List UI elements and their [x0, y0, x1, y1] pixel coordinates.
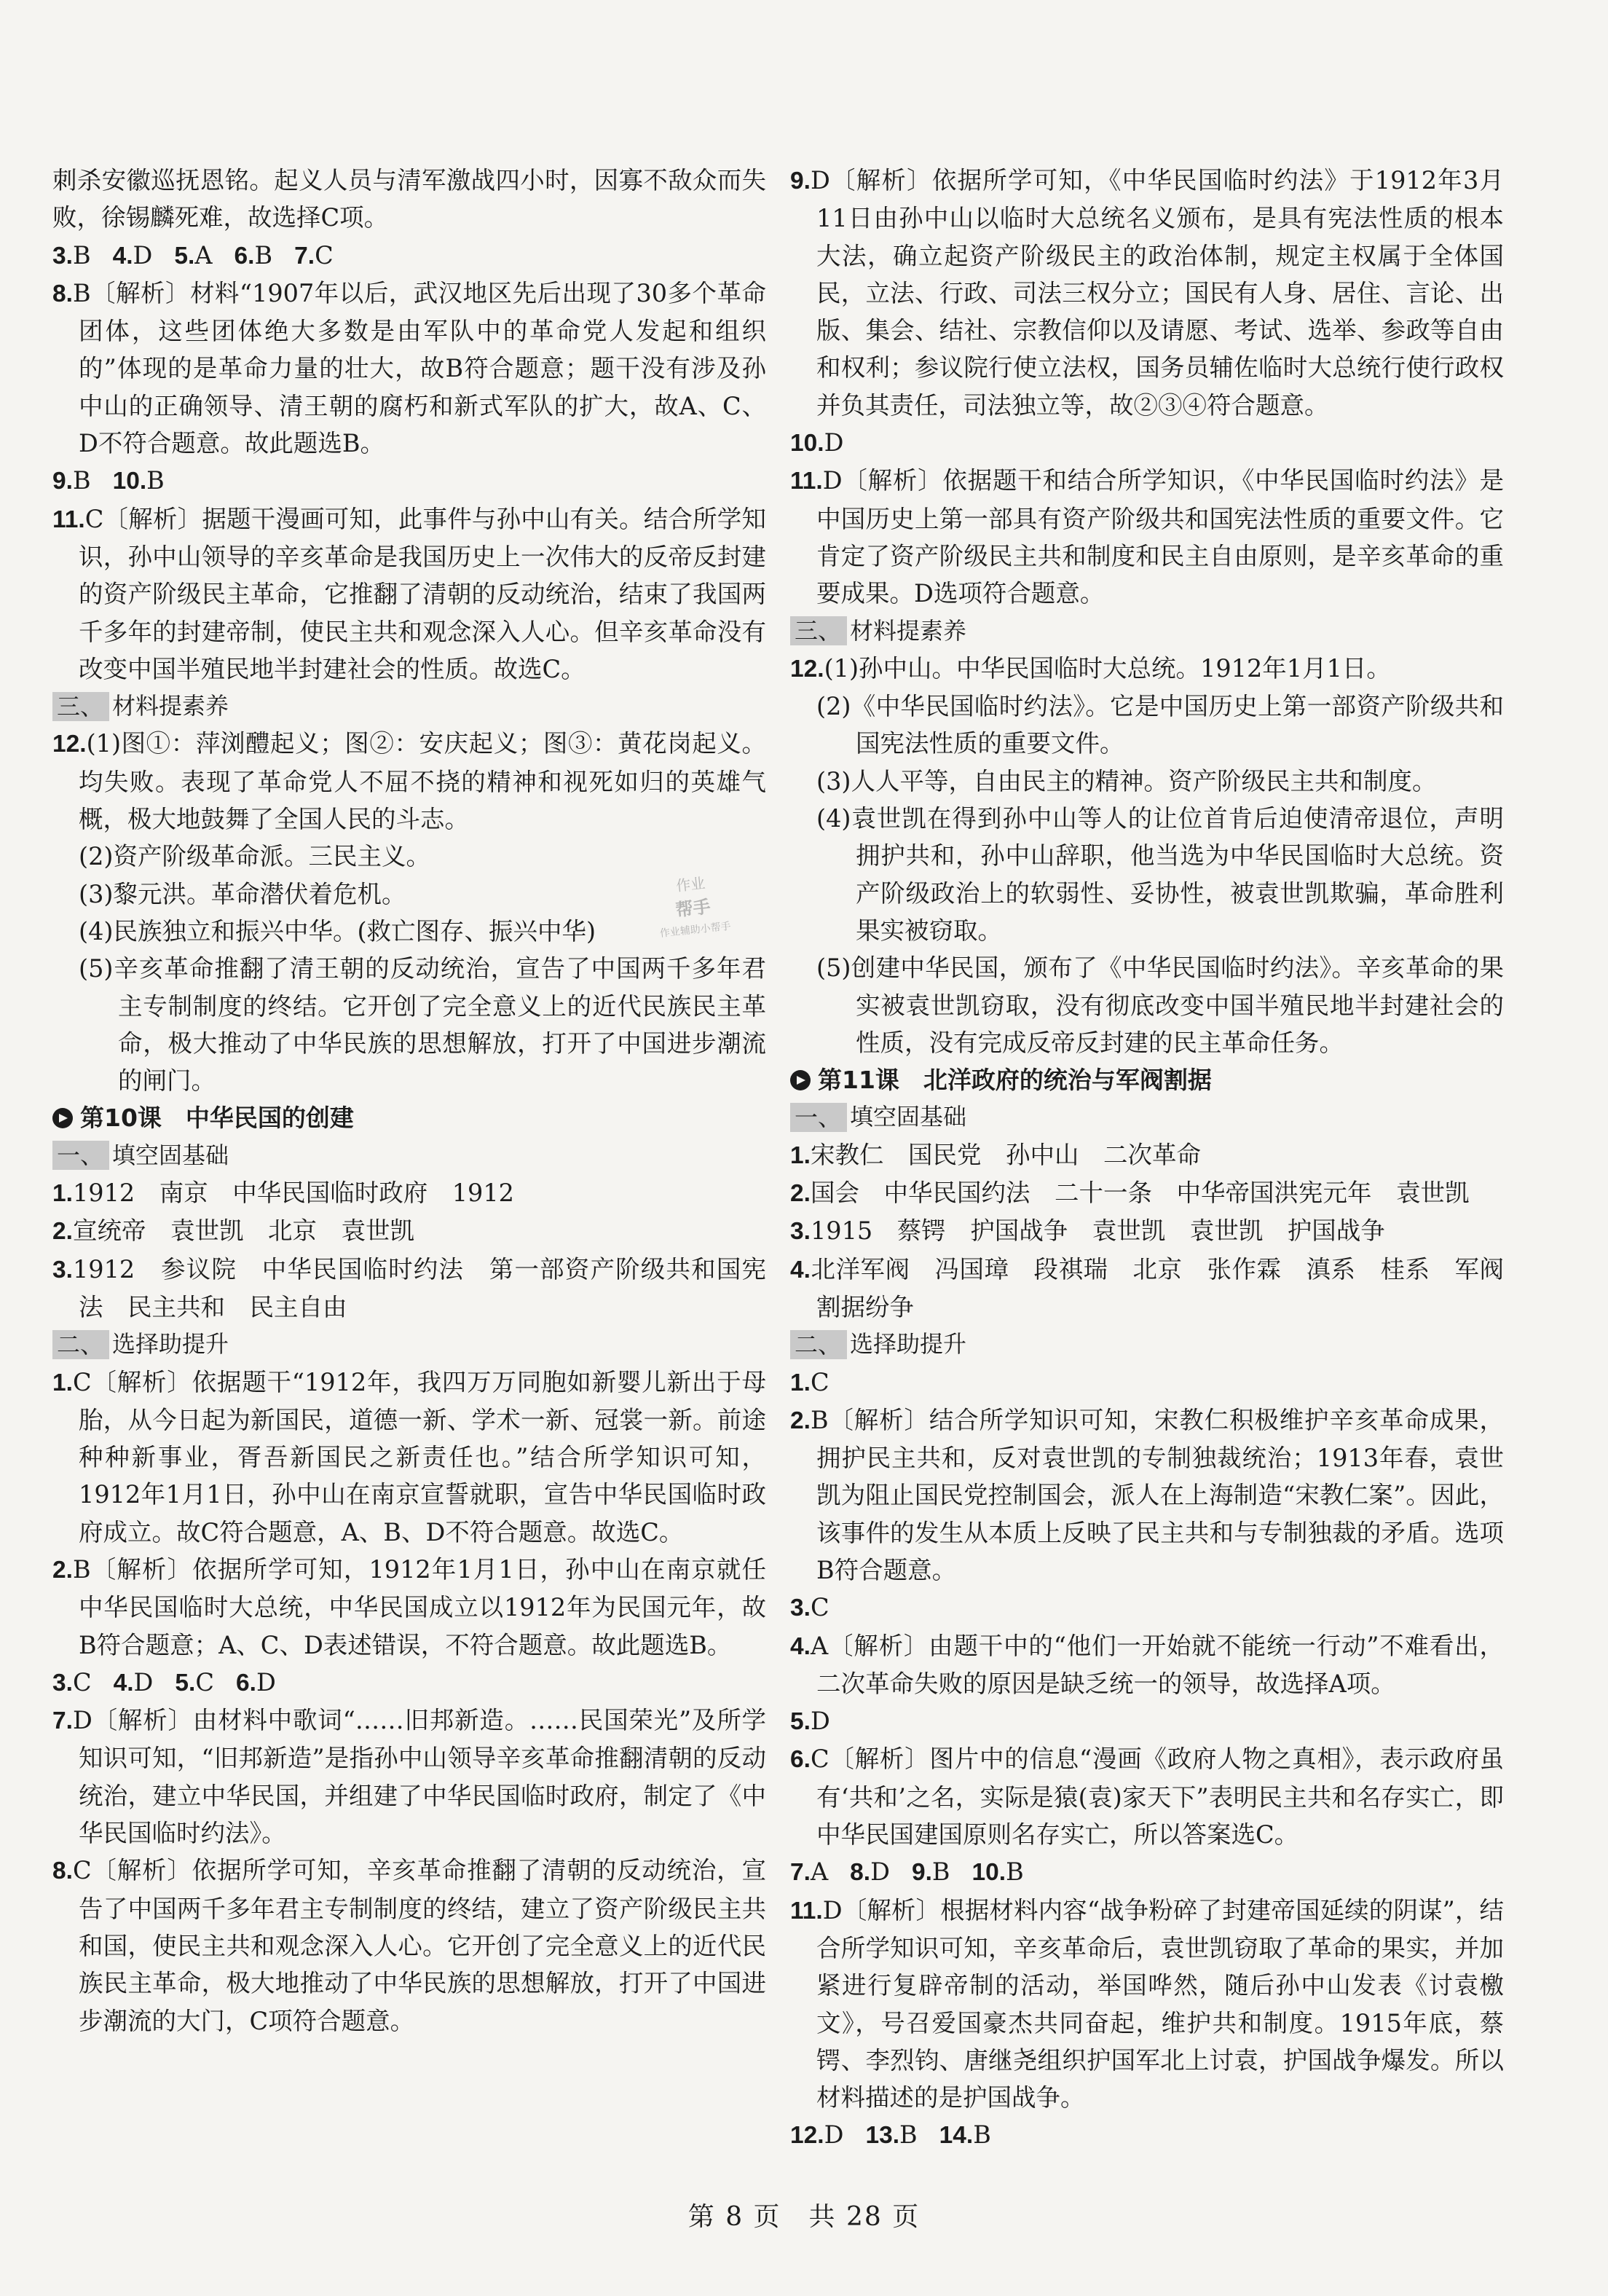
answer-row: [52, 237, 766, 275]
question-number: 2.: [790, 1407, 811, 1434]
answer-row: [790, 1589, 1504, 1627]
sub-answer: [790, 800, 1504, 949]
question-item: [790, 1251, 1504, 1326]
answer-letter: A: [194, 240, 213, 270]
question-number: 7.: [294, 242, 315, 270]
question-item: [52, 1852, 766, 2039]
question-item: [52, 500, 766, 688]
answer-text: 北洋军阀 冯国璋 段祺瑞 北京 张作霖 滇系 桂系 军阀割据纷争: [810, 1254, 1504, 1321]
question-number: 1.: [52, 1369, 73, 1396]
question-number: 8.: [52, 1857, 73, 1885]
answer-text: (4)民族独立和振兴中华。(救亡图存、振兴中华): [79, 916, 596, 945]
answer-text: 宣统帝 袁世凯 北京 袁世凯: [72, 1216, 414, 1246]
answer-text: C〔解析〕据题干漫画可知，此事件与孙中山有关。结合所学知识，孙中山领导的辛亥革命是我国历史上一次伟大的反帝反封建的资产阶级民主革命，它推翻了清朝的反动统治，结束了我国两千多年的封建帝制，使民主共和观念深入人心。但辛亥革命没有改变中国半殖民地半封建社会的性质。故选C。: [79, 504, 766, 683]
answer-row: [52, 462, 766, 500]
question-number: 6.: [234, 242, 255, 270]
section-number: 二、: [790, 1330, 847, 1359]
question-item: [52, 1364, 766, 1551]
question-number: 2.: [790, 1180, 811, 1208]
question-number: 1.: [790, 1369, 811, 1396]
section-title: 填空固基础: [850, 1103, 967, 1131]
question-number: 4.: [790, 1632, 811, 1660]
answer-row: [790, 1364, 1504, 1401]
section-heading: [52, 688, 766, 725]
answer-letter: D: [256, 1667, 276, 1697]
question-item: [52, 275, 766, 462]
question-number: 11.: [790, 1897, 823, 1925]
answer-text: D〔解析〕由材料中歌词“……旧邦新造。……民国荣光”及所学知识可知，“旧邦新造”是指孙中山领导辛亥革命推翻清朝的反动统治，建立中华民国，并组建了中华民国临时政府，制定了《中华民国临时约法》。: [72, 1706, 766, 1848]
section-heading: [52, 1326, 766, 1363]
stamp-line-1: 作业: [675, 874, 706, 895]
question-number: 5.: [790, 1708, 811, 1736]
section-heading: [790, 1326, 1504, 1363]
answer-text: (2)资产阶级革命派。三民主义。: [79, 842, 430, 871]
question-number: 7.: [790, 1859, 811, 1887]
lesson-heading: [790, 1061, 1504, 1098]
answer-letter: B: [72, 240, 91, 270]
question-number: 8.: [850, 1859, 871, 1887]
answer-row: [790, 424, 1504, 462]
answer-letter: C: [315, 240, 334, 270]
question-number: 2.: [52, 1556, 73, 1584]
question-item: [790, 650, 1504, 688]
section-title: 材料提素养: [112, 692, 229, 720]
answer-letter: D: [133, 1667, 154, 1697]
answer-letter: C: [810, 1593, 829, 1622]
question-number: 12.: [790, 2122, 824, 2150]
section-heading: [52, 1137, 766, 1174]
answer-text: (3)黎元洪。革命潜伏着危机。: [79, 879, 406, 908]
question-number: 12.: [52, 731, 87, 758]
question-item: [790, 162, 1504, 424]
question-item: [790, 1174, 1504, 1212]
question-number: 12.: [790, 655, 824, 683]
question-number: 9.: [911, 1859, 932, 1887]
question-number: 3.: [52, 242, 73, 270]
answer-text: 宋教仁 国民党 孙中山 二次革命: [810, 1140, 1201, 1169]
answer-text: C〔解析〕依据题干“1912年，我四万万同胞如新婴儿新出于母胎，从今日起为新国民，道德一新、学术一新、冠裳一新。前途种种新事业，胥吾新国民之新责任也。”结合所学知识可知，1912年1月1日，孙中山在南京宣誓就职，宣告中华民国临时政府成立。故C符合题意，A、B、D不符合题意。故选C。: [72, 1367, 766, 1546]
answer-text: 1912 南京 中华民国临时政府 1912: [72, 1179, 514, 1208]
left-column: [52, 162, 766, 2040]
answer-text: (3)人人平等，自由民主的精神。资产阶级民主共和制度。: [816, 766, 1437, 795]
play-bullet-icon: [52, 1108, 73, 1128]
question-number: 3.: [52, 1256, 73, 1283]
question-number: 4.: [113, 1669, 134, 1697]
question-item: [790, 462, 1504, 612]
question-number: 10.: [972, 1859, 1006, 1887]
question-number: 3.: [790, 1218, 811, 1246]
answer-text: (1)图①：萍浏醴起义；图②：安庆起义；图③：黄花岗起义。均失败。表现了革命党人不屈不挠的精神和视死如归的英雄气概，极大地鼓舞了全国人民的斗志。: [79, 729, 766, 834]
question-number: 8.: [52, 280, 73, 307]
question-number: 10.: [790, 430, 824, 457]
question-item: [52, 1212, 766, 1250]
answer-letter: B: [146, 466, 165, 495]
answer-text: D〔解析〕根据材料内容“战争粉碎了封建帝国延续的阴谋”，结合所学知识可知，辛亥革命后，袁世凯窃取了革命的果实，并加紧进行复辟帝制的活动，举国哗然，随后孙中山发表《讨袁檄文》，号召爱国豪杰共同奋起，维护共和制度。1915年底，蔡锷、李烈钧、唐继尧组织护国军北上讨袁，护国战争爆发。所以材料描述的是护国战争。: [816, 1895, 1504, 2112]
section-number: 一、: [52, 1141, 109, 1170]
answer-text: C〔解析〕依据所学可知，辛亥革命推翻了清朝的反动统治，宣告了中国两千多年君主专制制度的终结，建立了资产阶级民主共和国，使民主共和观念深入人心。它开创了完全意义上的近代民族民主革命，极大地推动了中华民族的思想解放，打开了中国进步潮流的大门，C项符合题意。: [72, 1856, 766, 2035]
question-number: 5.: [174, 242, 195, 270]
answer-letter: C: [72, 1667, 92, 1697]
section-number: 一、: [790, 1103, 847, 1132]
question-item: [52, 725, 766, 838]
answer-text: A〔解析〕由题干中的“他们一开始就不能统一行动”不难看出，二次革命失败的原因是缺乏统一的领导，故选择A项。: [810, 1631, 1504, 1698]
question-number: 3.: [790, 1595, 811, 1622]
answer-text: (2)《中华民国临时约法》。它是中国历史上第一部资产阶级共和国宪法性质的重要文件。: [816, 692, 1504, 758]
section-title: 选择助提升: [112, 1330, 229, 1359]
lesson-title: 第10课 中华民国的创建: [80, 1104, 354, 1133]
question-number: 5.: [175, 1669, 196, 1697]
answer-text: D〔解析〕依据所学可知，《中华民国临时约法》于1912年3月11日由孙中山以临时大总统名义颁布，是具有宪法性质的根本大法，确立起资产阶级民主的政治体制，规定主权属于全体国民，立法、行政、司法三权分立；国民有人身、居住、言论、出版、集会、结社、宗教信仰以及请愿、考试、选举、参政等自由和权利；参议院行使立法权，国务员辅佐临时大总统行使行政权并负其责任，司法独立等，故②③④符合题意。: [810, 166, 1504, 420]
answer-text: 1912 参议院 中华民国临时约法 第一部资产阶级共和国宪法 民主共和 民主自由: [72, 1254, 766, 1321]
stamp-line-3: 作业辅助小帮手: [659, 920, 732, 940]
question-number: 4.: [790, 1256, 811, 1283]
section-title: 填空固基础: [112, 1141, 229, 1169]
lesson-heading: [52, 1099, 766, 1136]
answer-text: (1)孙中山。中华民国临时大总统。1912年1月1日。: [824, 653, 1391, 683]
question-item: [790, 1892, 1504, 2117]
answer-text: B〔解析〕依据所学可知，1912年1月1日，孙中山在南京就任中华民国临时大总统，中华民国成立以1912年为民国元年，故B符合题意；A、C、D表述错误，不符合题意。故此题选B。: [72, 1554, 766, 1659]
answer-row: [790, 1853, 1504, 1891]
question-item: [790, 1740, 1504, 1853]
answer-letter: C: [810, 1367, 829, 1396]
play-bullet-icon: [790, 1070, 811, 1090]
question-number: 11.: [52, 506, 85, 533]
answer-text: C〔解析〕图片中的信息“漫画《政府人物之真相》，表示政府虽有‘共和’之名，实际是猿(袁)家天下”表明民主共和名存实亡，即中华民国建国原则名存实亡，所以答案选C。: [810, 1745, 1504, 1849]
answer-text: (5)辛亥革命推翻了清王朝的反动统治，宣告了中国两千多年君主专制制度的终结。它开创了完全意义上的近代民族民主革命，极大推动了中华民族的思想解放，打开了中国进步潮流的闸门。: [79, 954, 766, 1096]
section-title: 材料提素养: [850, 616, 967, 645]
question-number: 6.: [236, 1669, 256, 1697]
sub-answer: [790, 763, 1504, 800]
answer-letter: D: [824, 2120, 844, 2150]
answer-text: 1915 蔡锷 护国战争 袁世凯 袁世凯 护国战争: [810, 1216, 1385, 1246]
question-number: 9.: [52, 468, 73, 495]
answer-row: [790, 2116, 1504, 2154]
question-number: 1.: [790, 1141, 811, 1169]
question-number: 6.: [790, 1746, 811, 1774]
page-footer: 第 8 页 共 28 页: [687, 2202, 921, 2232]
answer-letter: C: [195, 1667, 214, 1697]
section-title: 选择助提升: [850, 1330, 967, 1359]
answer-letter: A: [810, 1857, 829, 1887]
question-item: [52, 1702, 766, 1852]
answer-letter: D: [824, 428, 844, 457]
answer-letter: B: [254, 240, 273, 270]
question-number: 2.: [52, 1218, 73, 1246]
answer-letter: B: [1006, 1857, 1024, 1887]
answer-text: D〔解析〕依据题干和结合所学知识，《中华民国临时约法》是中国历史上第一部具有资产阶级共和国宪法性质的重要文件。它肯定了资产阶级民主共和制度和民主自由原则，是辛亥革命的重要成果。D选项符合题意。: [816, 466, 1504, 608]
question-number: 14.: [939, 2122, 974, 2150]
sub-answer: [790, 949, 1504, 1061]
answer-text: B〔解析〕材料“1907年以后，武汉地区先后出现了30多个革命团体，这些团体绝大多数是由军队中的革命党人发起和组织的”体现的是革命力量的壮大，故B符合题意；题干没有涉及孙中山的正确领导、清王朝的腐朽和新式军队的扩大，故A、C、D不符合题意。故此题选B。: [72, 278, 766, 458]
answer-text: 国会 中华民国约法 二十一条 中华帝国洪宪元年 袁世凯: [810, 1179, 1470, 1208]
section-heading: [790, 1098, 1504, 1136]
question-number: 4.: [112, 242, 133, 270]
section-number: 二、: [52, 1330, 109, 1359]
question-item: [790, 1627, 1504, 1703]
question-number: 1.: [52, 1180, 73, 1208]
question-number: 9.: [790, 168, 811, 194]
question-item: [790, 1136, 1504, 1174]
answer-letter: D: [133, 240, 153, 270]
sub-answer: [52, 950, 766, 1099]
section-number: 三、: [790, 616, 847, 645]
answer-text: (4)袁世凯在得到孙中山等人的让位首肯后迫使清帝退位，声明拥护共和，孙中山辞职，他当选为中华民国临时大总统。资产阶级政治上的软弱性、妥协性，被袁世凯欺骗，革命胜利果实被窃取。: [816, 804, 1504, 945]
section-number: 三、: [52, 692, 109, 721]
question-number: 10.: [112, 468, 147, 495]
answer-letter: D: [810, 1707, 830, 1736]
question-item: [52, 1174, 766, 1212]
question-item: [52, 1251, 766, 1326]
answer-text: (5)创建中华民国，颁布了《中华民国临时约法》。辛亥革命的果实被袁世凯窃取，没有彻底改变中国半殖民地半封建社会的性质，没有完成反帝反封建的民主革命任务。: [816, 954, 1504, 1057]
question-number: 7.: [52, 1707, 73, 1735]
stamp-line-2: 帮手: [674, 896, 712, 921]
paragraph: 刺杀安徽巡抚恩铭。起义人员与清军激战四小时，因寡不敌众而失败，徐锡麟死难，故选择C项。: [52, 166, 766, 232]
answer-text: B〔解析〕结合所学知识可知，宋教仁积极维护辛亥革命成果，拥护民主共和，反对袁世凯的专制独裁统治；1913年春，袁世凯为阻止国民党控制国会，派人在上海制造“宋教仁案”。因此，该事件的发生从本质上反映了民主共和与专制独裁的矛盾。选项B符合题意。: [810, 1405, 1504, 1584]
answer-letter: D: [870, 1857, 890, 1887]
right-column: [790, 162, 1504, 2155]
question-number: 13.: [865, 2122, 900, 2150]
lesson-title: 第11课 北洋政府的统治与军阀割据: [818, 1066, 1212, 1095]
question-item: [790, 1212, 1504, 1250]
sub-answer: [790, 688, 1504, 763]
answer-letter: B: [72, 466, 91, 495]
watermark-stamp: [630, 854, 757, 967]
question-number: 11.: [790, 468, 823, 495]
question-number: 3.: [52, 1669, 73, 1697]
answer-letter: B: [931, 1857, 950, 1887]
answer-row: [52, 1664, 766, 1702]
answer-letter: B: [899, 2120, 918, 2150]
section-heading: [790, 613, 1504, 650]
answer-letter: B: [973, 2120, 991, 2150]
question-item: [790, 1401, 1504, 1589]
answer-row: [790, 1702, 1504, 1740]
question-item: [52, 1551, 766, 1664]
